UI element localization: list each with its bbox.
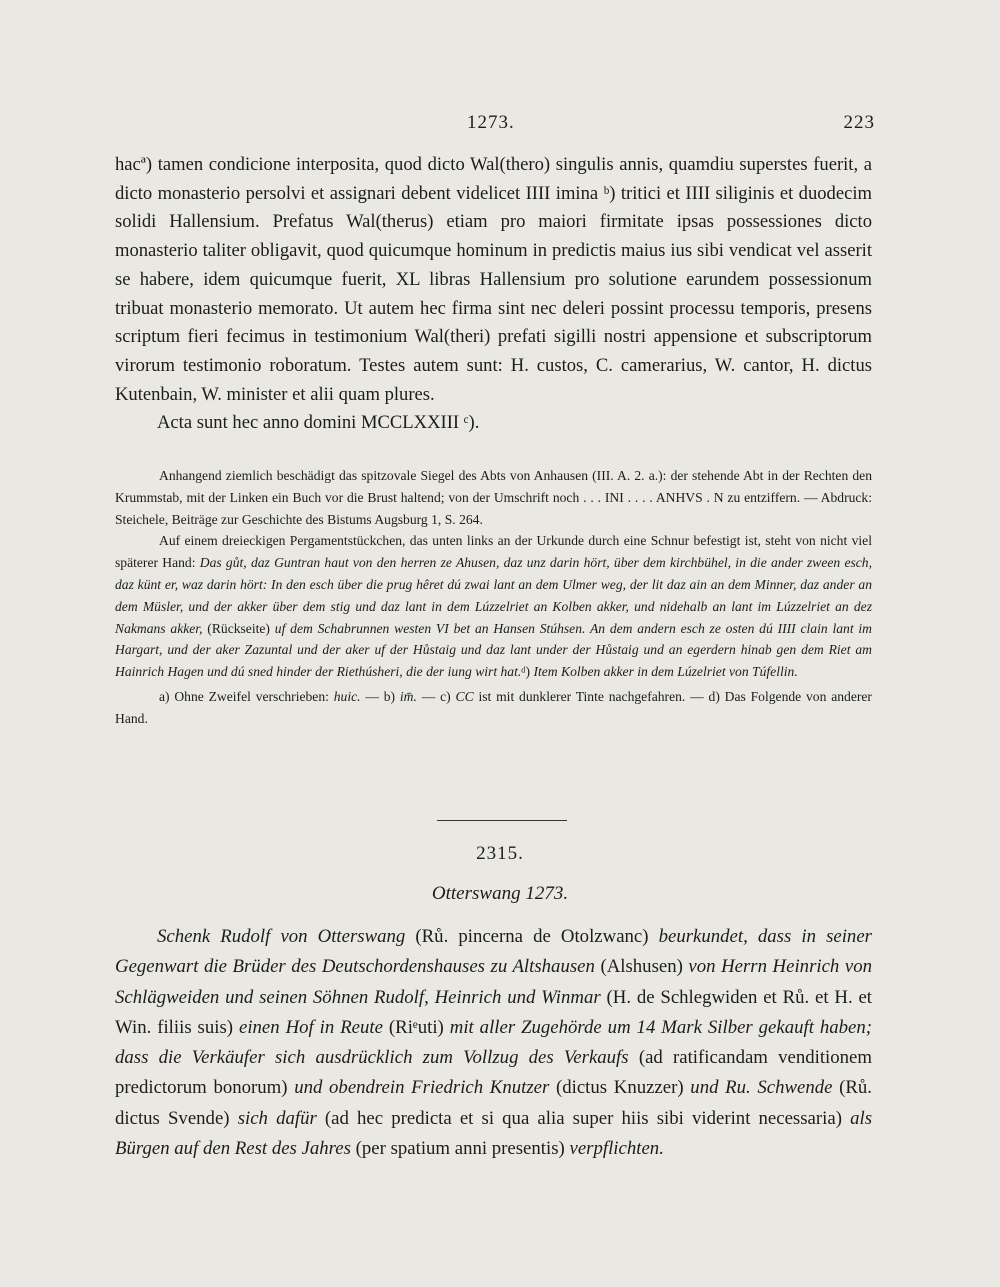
regest-segment: von Herrn Heinrich von Schlägweiden und seinen Söhnen Rudolf, Heinrich und Winmar [115, 956, 872, 1008]
footnote-rest: ist mit dunklerer Tinte nachgefahren. — d) Das Folgende von anderer Hand. [115, 688, 872, 726]
latin-gloss: (Riᵉuti) [388, 1016, 444, 1038]
footnote-c-word: CC [455, 688, 474, 704]
section-divider [437, 820, 567, 821]
footnote-b-word: im̄. [399, 688, 417, 704]
editorial-notes [115, 465, 872, 730]
footnotes [115, 686, 872, 730]
regest-segment: als Bürgen auf den Rest des Jahres [115, 1107, 873, 1160]
charter-date-line: Acta sunt hec anno domini MCCLXXIII ᶜ). [157, 412, 480, 434]
parchment-quote-3: Item Kolben akker in dem Lúzelriet von Túfellin. [533, 664, 798, 680]
latin-gloss: (per spatium anni presentis) [355, 1138, 565, 1160]
regest-segment: beurkundet, dass in seiner Gegenwart die Brüder des Deutschordenshauses zu Altshausen [115, 926, 872, 978]
latin-gloss: (ad hec predicta et si qua alia super hiis sibi viderint necessaria) [324, 1107, 842, 1129]
latin-gloss: (H. de Schlegwiden et Rů. et H. et Win. filiis suis) [115, 986, 873, 1038]
latin-gloss: (dictus Knuzzer) [555, 1077, 684, 1099]
latin-gloss: (Alshusen) [600, 956, 683, 978]
charter-paragraph: hacª) tamen condicione interposita, quod dicto Wal(thero) singulis annis, quamdiu superstes fuerit, a dicto monasterio persolvi et assignari debent videlicet IIII imina ᵇ) tritici et IIII siliginis et duodecim solidi Hallensium. Prefatus Wal(therus) etiam pro maiori firmitate ipsas possessiones dicto monasterio taliter obligavit, quod quicumque hominum in predictis maius ius sibi vendicat vel asserit se habere, idem quicumque fuerit, XL libras Hallensium pro solutione earundem possessionum tribuat monasterio memorato. Ut autem hec firma sint nec deleri possint processu temporis, presens scriptum fieri fecimus in testimonium Wal(theri) prefati sigilli nostri appensione et subscriptorum virorum testimonio roboratum. Testes autem sunt: H. custos, C. camerarius, W. cantor, H. dictus Kutenbain, W. minister et alii quam plures. [115, 154, 872, 405]
regest-segment: einen Hof in Reute [238, 1016, 383, 1038]
latin-gloss: (Rů. dictus Svende) [115, 1077, 872, 1129]
regest-segment: mit aller Zugehörde um 14 Mark Silber gekauft haben; dass die Verkäufer sich ausdrücklich zum Vollzug des Verkaufs [115, 1016, 873, 1069]
footnote-a-text: a) Ohne Zweifel verschrieben: [159, 688, 329, 704]
footnote-mark-d: ᵈ) [521, 664, 531, 680]
footnote-a-word: huic. [333, 688, 361, 704]
regest-segment: verpflichten. [569, 1138, 664, 1160]
running-header [115, 112, 875, 140]
parchment-quote-2: uf dem Schabrunnen westen VI bet an Hansen Stúhsen. An dem andern esch ze osten dú IIII clain lant im Hargart, und der aker Zazuntal und der aker uf der Hůstaig und daz lant under der Hůstaig und an egerdern hinab gen dem Riet am Hainrich Hagen und dú sned hinder der Riethúsheri, die der iung wirt hat. [115, 620, 872, 680]
regest-segment: und obendrein Friedrich Knutzer [294, 1077, 550, 1099]
seal-description: Anhangend ziemlich beschädigt das spitzovale Siegel des Abts von Anhausen (III. A. 2. a.): der stehende Abt in der Rechten den Krummstab, mit der Linken ein Buch vor die Brust haltend; von der Umschrift noch . . . INI . . . . ANHVS . N zu entziffern. — Abdruck: Steichele, Beiträge zur Geschichte des Bistums Augsburg 1, S. 264. [115, 468, 872, 527]
parchment-quote-1: Das gůt, daz Guntran haut von den herren ze Ahusen, daz unz darin hört, über dem kirchbühel, in die ander zween esch, daz künt er, waz darin hört: In den esch über die prug hêret dú zwai lant an dem Ulmer weg, der lit daz ain an dem Minner, daz ander an dem Müsler, und der akker über dem stig und daz lant in dem Lúzzelriet an Kolben akker, und nidehalb an lant im Lúzzelriet an dez Nakmans akker, [115, 555, 872, 636]
parchment-note [115, 530, 872, 683]
reverse-side-label: (Rückseite) [207, 620, 270, 636]
latin-gloss: (Rů. pincerna de Otolzwanc) [415, 926, 649, 947]
regest-text [115, 922, 872, 1164]
regest-paragraph [115, 922, 872, 1164]
header-year: 1273. [467, 112, 515, 133]
regest-segment: Schenk Rudolf von Otterswang [157, 926, 406, 947]
footnote-c-text: — c) [421, 688, 451, 704]
footnote-b-text: — b) [365, 688, 396, 704]
page-number: 223 [843, 112, 875, 133]
regest-segment: sich dafür [237, 1107, 317, 1129]
charter-text [115, 151, 872, 438]
document-number: 2315. [476, 843, 524, 864]
place-date-heading: Otterswang 1273. [431, 883, 569, 904]
latin-gloss: (ad ratificandam venditionem predictorum bonorum) [115, 1047, 872, 1099]
regest-segment: und Ru. Schwende [690, 1077, 833, 1099]
parchment-intro: Auf einem dreieckigen Pergamentstückchen, das unten links an der Urkunde durch eine Schnur befestigt ist, steht von nicht viel späterer Hand: [115, 533, 872, 571]
